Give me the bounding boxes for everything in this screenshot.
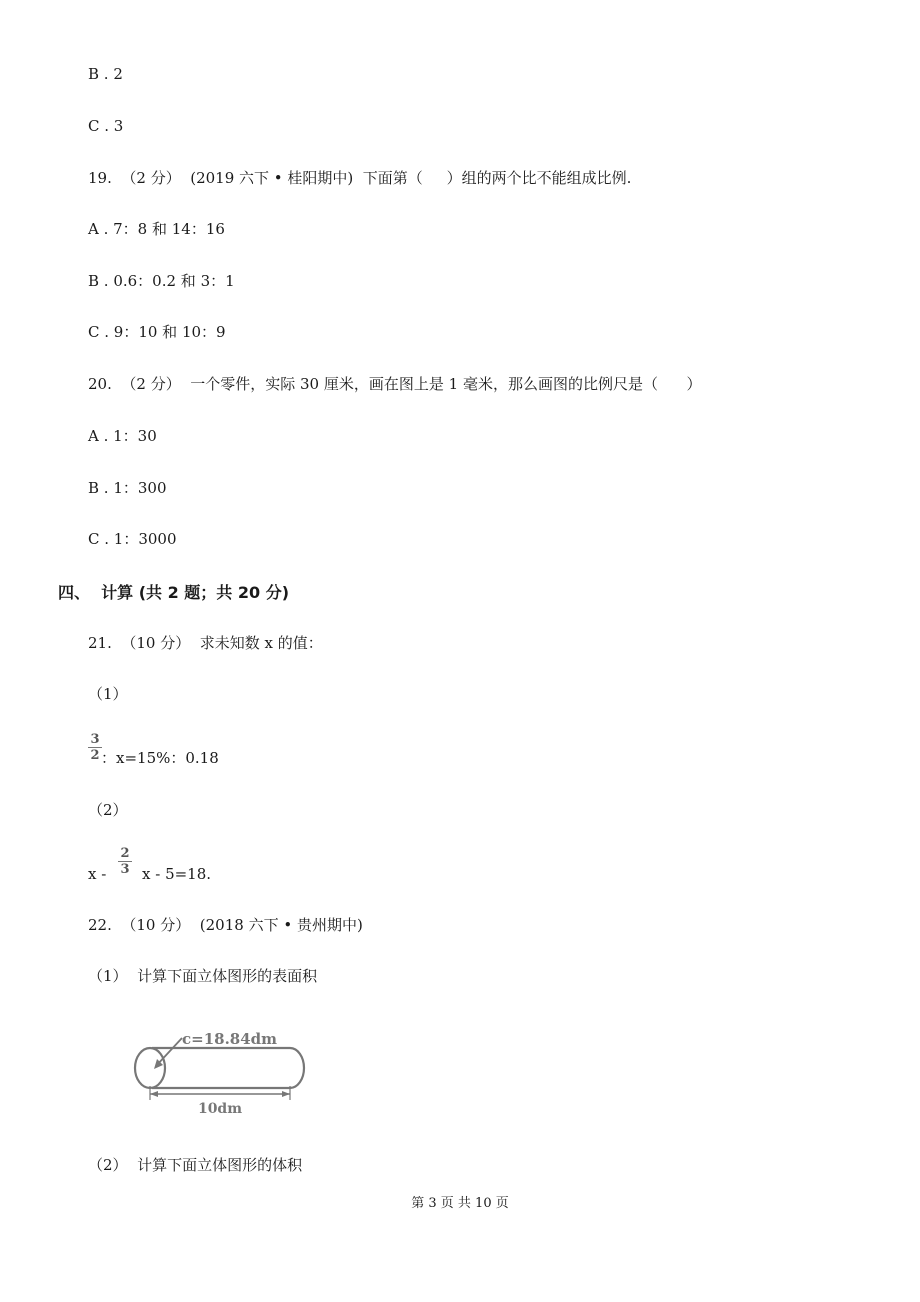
q18-option-b: B . 2 (88, 65, 123, 83)
page-footer: 第 3 页 共 10 页 (411, 1196, 509, 1211)
length-label: 10dm (197, 1101, 243, 1117)
q20-option-a: A . 1：30 (88, 427, 157, 445)
q21-stem: 21. （10 分） 求未知数 x 的值： (88, 634, 323, 652)
q21-part1-label: （1） (88, 685, 128, 703)
q22-part2-label: （2） 计算下面立体图形的体积 (88, 1156, 303, 1174)
fraction-denominator: 2 (90, 748, 100, 763)
q21-part2-post: x - 5=18. (142, 865, 212, 883)
q20-option-b: B . 1：300 (88, 479, 167, 497)
cylinder-figure (120, 1020, 320, 1120)
fraction-numerator: 3 (90, 732, 100, 747)
q19-option-b: B . 0.6：0.2 和 3：1 (88, 272, 235, 290)
q19-stem: 19. （2 分） (2019 六下 • 桂阳期中) 下面第（ ）组的两个比不能组成比例. (88, 169, 632, 187)
q19-option-c: C . 9：10 和 10：9 (88, 323, 226, 341)
q21-part2-fraction (118, 847, 132, 876)
fraction-numerator: 2 (120, 846, 130, 861)
q22-stem: 22. （10 分） (2018 六下 • 贵州期中) (88, 916, 363, 934)
circumference-label: c=18.84dm (182, 1030, 278, 1048)
q20-stem: 20. （2 分） 一个零件，实际 30 厘米，画在图上是 1 毫米，那么画图的比例尺是（ ） (88, 375, 702, 393)
q21-part2-pre: x - (88, 865, 107, 883)
q21-part2-label: （2） (88, 801, 128, 819)
section-heading: 四、 计算 (共 2 题；共 20 分) (58, 583, 290, 602)
q20-option-c: C . 1：3000 (88, 530, 177, 548)
q21-part1-expression: ：x=15%：0.18 (101, 749, 219, 767)
q21-part1-fraction (88, 733, 102, 762)
q22-part1-label: （1） 计算下面立体图形的表面积 (88, 967, 318, 985)
q19-option-a: A . 7：8 和 14：16 (88, 220, 225, 238)
fraction-denominator: 3 (120, 862, 130, 877)
q18-option-c: C . 3 (88, 117, 124, 135)
